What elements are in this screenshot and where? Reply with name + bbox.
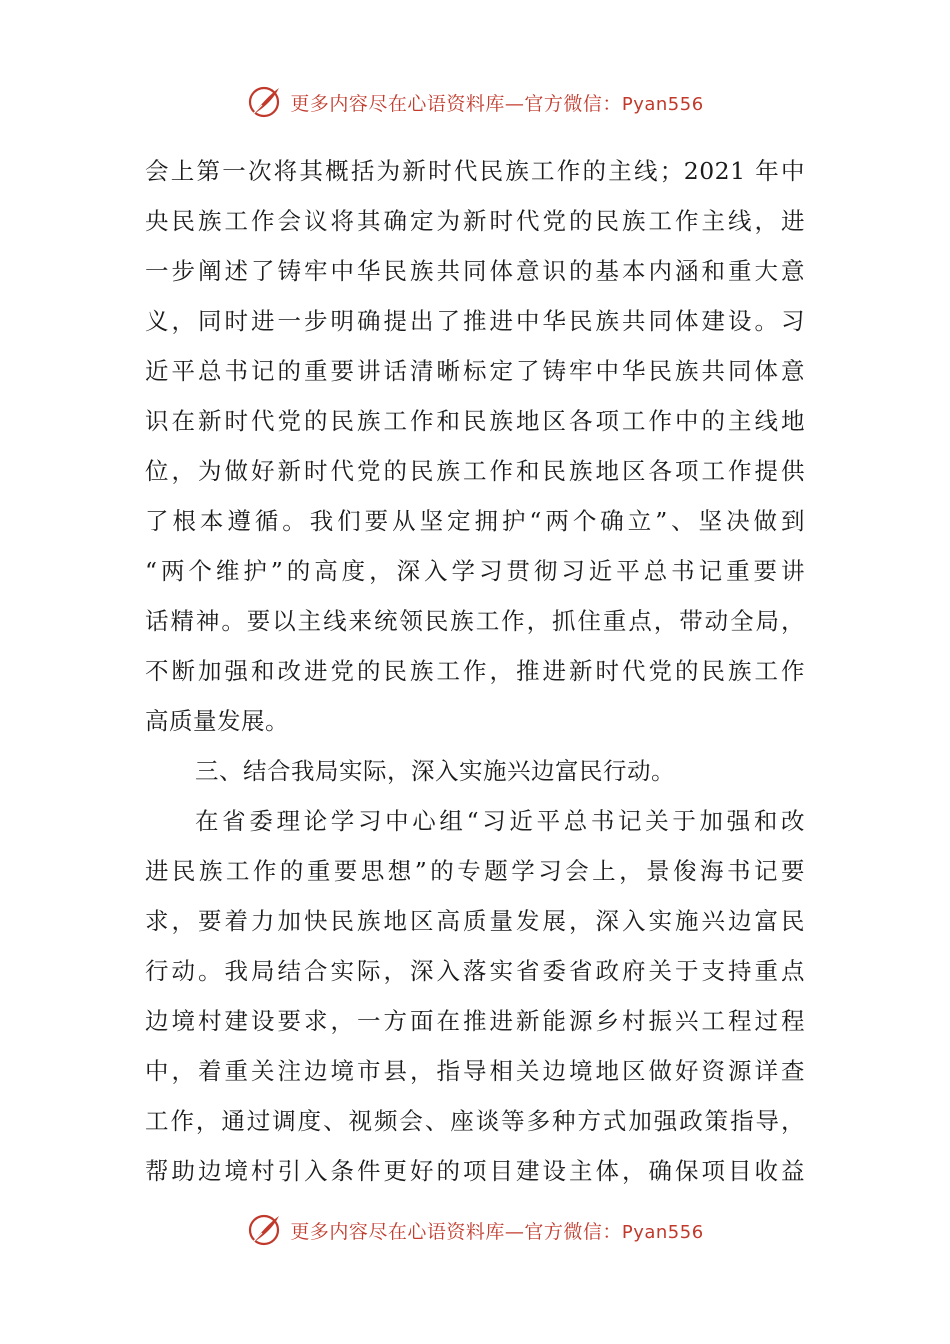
- text-line: 识在新时代党的民族工作和民族地区各项工作中的主线地: [145, 407, 805, 435]
- header-watermark: [0, 82, 950, 122]
- text-line: 近平总书记的重要讲话清晰标定了铸牢中华民族共同体意: [145, 357, 805, 385]
- text-line: 求，要着力加快民族地区高质量发展，深入实施兴边富民: [145, 907, 805, 935]
- text-line: 中，着重关注边境市县，指导相关边境地区做好资源详查: [145, 1057, 805, 1085]
- quill-logo-icon: [246, 84, 282, 120]
- text-line: 行动。我局结合实际，深入落实省委省政府关于支持重点: [145, 957, 805, 985]
- paragraph-first-line: 在省委理论学习中心组“习近平总书记关于加强和改: [195, 807, 805, 835]
- text-line: 边境村建设要求，一方面在推进新能源乡村振兴工程过程: [145, 1007, 805, 1035]
- text-line: 帮助边境村引入条件更好的项目建设主体，确保项目收益: [145, 1157, 805, 1185]
- text-line: 话精神。要以主线来统领民族工作，抓住重点，带动全局，: [145, 607, 805, 635]
- document-body: [145, 146, 805, 1196]
- text-line: 义，同时进一步明确提出了推进中华民族共同体建设。习: [145, 307, 805, 335]
- watermark-text: 更多内容尽在心语资料库—官方微信：Pyan556: [290, 1220, 704, 1243]
- paragraph-end-line: 高质量发展。: [145, 707, 289, 735]
- section-heading: 三、结合我局实际，深入实施兴边富民行动。: [195, 757, 675, 785]
- text-line: 位，为做好新时代党的民族工作和民族地区各项工作提供: [145, 457, 805, 485]
- text-line: 央民族工作会议将其确定为新时代党的民族工作主线，进: [145, 207, 805, 235]
- text-line: 不断加强和改进党的民族工作，推进新时代党的民族工作: [145, 657, 805, 685]
- text-line: 一步阐述了铸牢中华民族共同体意识的基本内涵和重大意: [145, 257, 805, 285]
- text-line: 工作，通过调度、视频会、座谈等多种方式加强政策指导，: [145, 1107, 805, 1135]
- quill-logo-icon: [246, 1212, 282, 1248]
- footer-watermark: [0, 1210, 950, 1250]
- text-line: 了根本遵循。我们要从坚定拥护“两个确立”、坚决做到: [145, 507, 805, 535]
- watermark-text: 更多内容尽在心语资料库—官方微信：Pyan556: [290, 92, 704, 115]
- text-line: 进民族工作的重要思想”的专题学习会上，景俊海书记要: [145, 857, 805, 885]
- text-line: “两个维护”的高度，深入学习贯彻习近平总书记重要讲: [145, 557, 805, 585]
- text-line: 会上第一次将其概括为新时代民族工作的主线；2021 年中: [145, 157, 805, 185]
